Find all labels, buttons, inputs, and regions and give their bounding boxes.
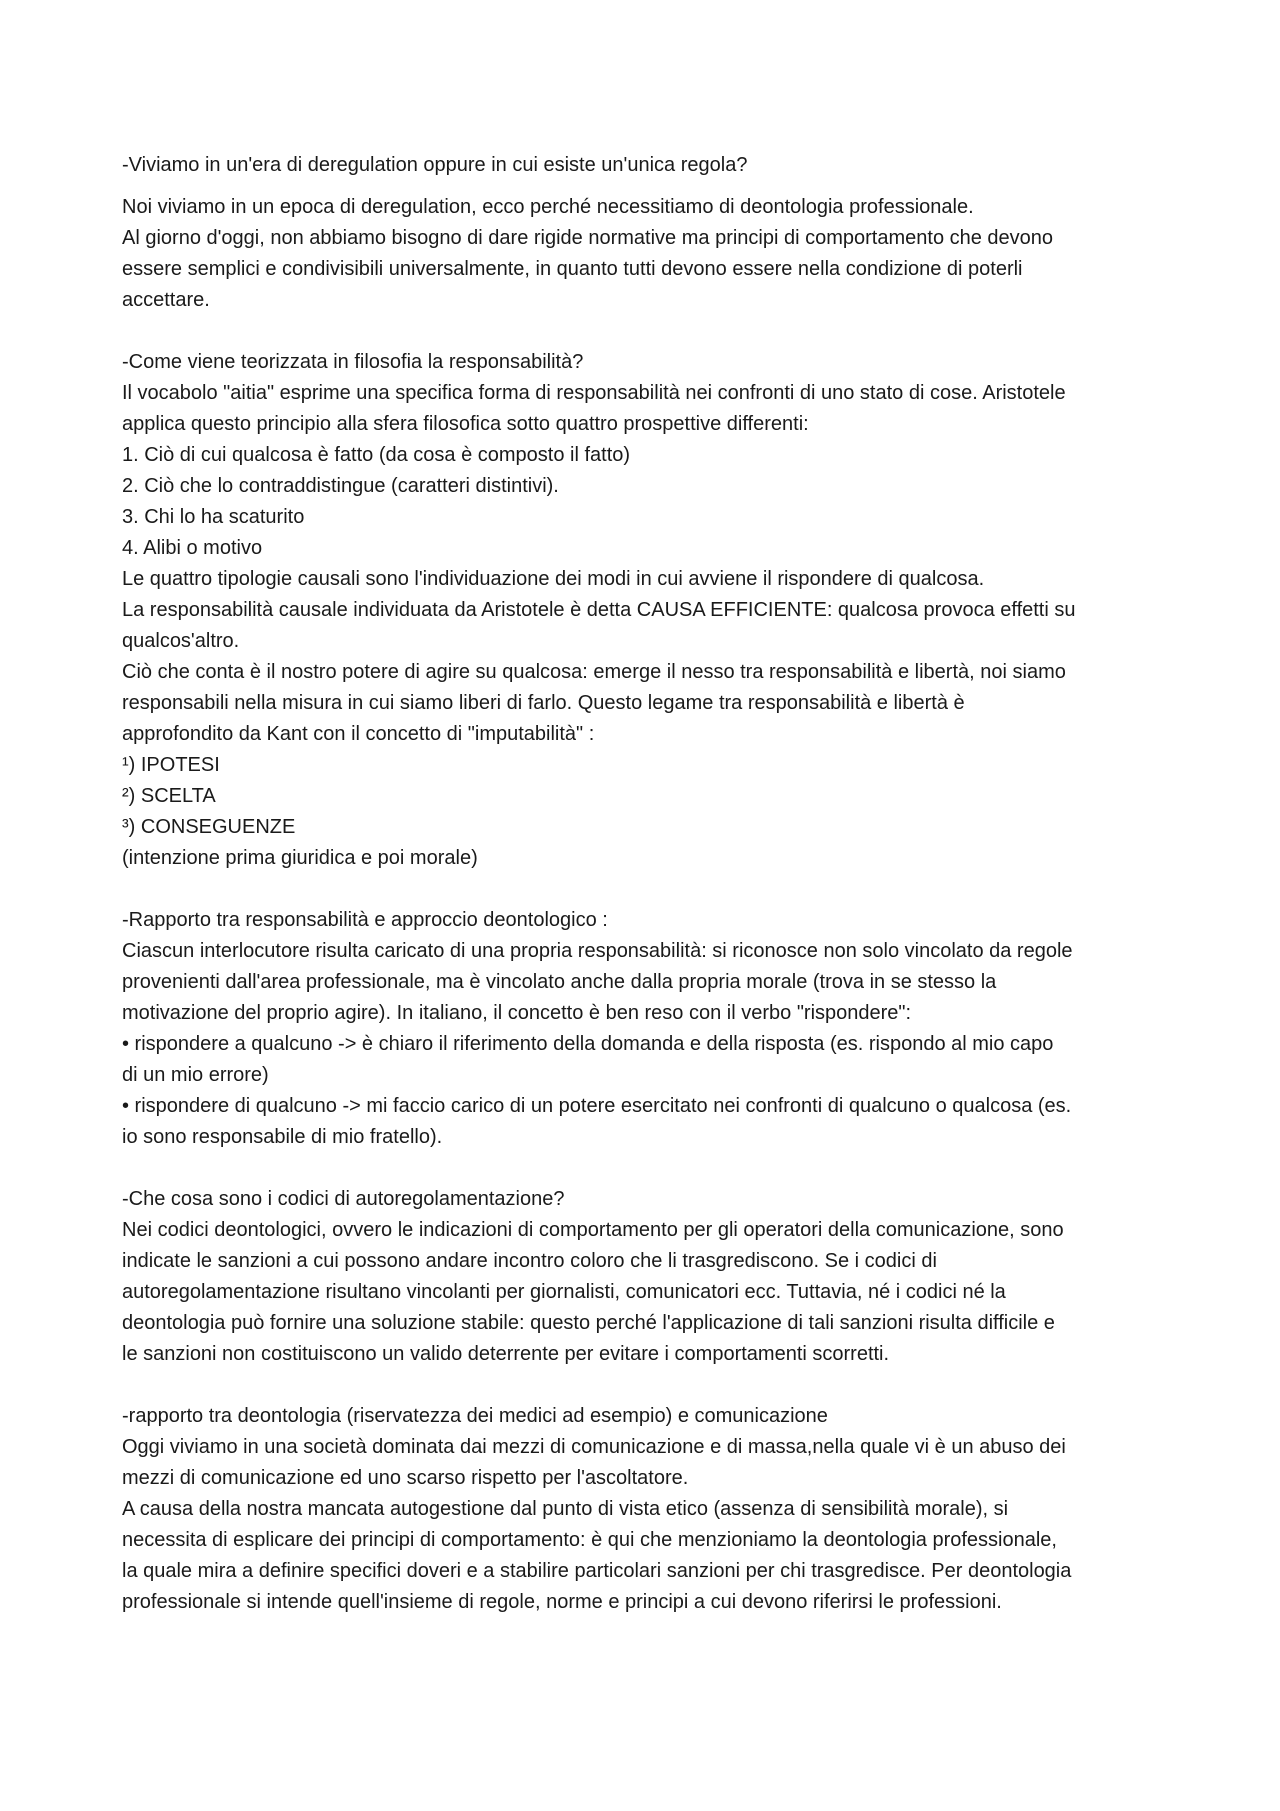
paragraph-line: le sanzioni non costituiscono un valido deterrente per evitare i comportamenti scorretti. — [122, 1343, 890, 1365]
section-gap — [122, 874, 1172, 905]
list-item: 1. Ciò di cui qualcosa è fatto (da cosa è composto il fatto) — [122, 444, 631, 466]
paragraph-line: provenienti dall'area professionale, ma è vincolato anche dalla propria morale (trova in se stesso la — [122, 971, 997, 993]
list-item: ¹) IPOTESI — [122, 754, 220, 776]
list-item: 4. Alibi o motivo — [122, 537, 263, 559]
document-page — [122, 150, 1172, 1618]
section-question: -Che cosa sono i codici di autoregolamentazione? — [122, 1188, 565, 1210]
section-question: -Come viene teorizzata in filosofia la responsabilità? — [122, 351, 584, 373]
section-gap — [122, 1153, 1172, 1184]
paragraph-line: motivazione del proprio agire). In italiano, il concetto è ben reso con il verbo "rispondere": — [122, 1002, 912, 1024]
paragraph-line: (intenzione prima giuridica e poi morale) — [122, 847, 478, 869]
paragraph-line: indicate le sanzioni a cui possono andare incontro coloro che li trasgrediscono. Se i codici di — [122, 1250, 937, 1272]
list-item: 2. Ciò che lo contraddistingue (caratteri distintivi). — [122, 475, 559, 497]
bullet-item: • rispondere di qualcuno -> mi faccio carico di un potere esercitato nei confronti di qualcuno o qualcosa (es. — [122, 1095, 1072, 1117]
paragraph-line: Al giorno d'oggi, non abbiamo bisogno di dare rigide normative ma principi di comportamento che devono — [122, 227, 1054, 249]
paragraph-line: necessita di esplicare dei principi di comportamento: è qui che menzioniamo la deontologia professionale, — [122, 1529, 1057, 1551]
paragraph-line: Ciò che conta è il nostro potere di agire su qualcosa: emerge il nesso tra responsabilità e libertà, noi siamo — [122, 661, 1066, 683]
paragraph-line: autoregolamentazione risultano vincolanti per giornalisti, comunicatori ecc. Tuttavia, né i codici né la — [122, 1281, 1006, 1303]
paragraph-line: Ciascun interlocutore risulta caricato di una propria responsabilità: si riconosce non solo vincolato da regole — [122, 940, 1073, 962]
paragraph-line: deontologia può fornire una soluzione stabile: questo perché l'applicazione di tali sanzioni risulta difficile e — [122, 1312, 1055, 1334]
paragraph-line: di un mio errore) — [122, 1064, 269, 1086]
paragraph-line: io sono responsabile di mio fratello). — [122, 1126, 443, 1148]
section-gap — [122, 316, 1172, 347]
section-deontologia-comunicazione — [122, 1401, 1172, 1618]
bullet-item: • rispondere a qualcuno -> è chiaro il riferimento della domanda e della risposta (es. rispondo al mio capo — [122, 1033, 1054, 1055]
paragraph-line: Oggi viviamo in una società dominata dai mezzi di comunicazione e di massa,nella quale vi è un abuso dei — [122, 1436, 1066, 1458]
paragraph-line: Le quattro tipologie causali sono l'individuazione dei modi in cui avviene il rispondere di qualcosa. — [122, 568, 985, 590]
paragraph-line: accettare. — [122, 289, 210, 311]
section-gap — [122, 1370, 1172, 1401]
paragraph-line: La responsabilità causale individuata da Aristotele è detta CAUSA EFFICIENTE: qualcosa provoca effetti su — [122, 599, 1076, 621]
paragraph-line: Noi viviamo in un epoca di deregulation, ecco perché necessitiamo di deontologia professionale. — [122, 196, 974, 218]
list-item: 3. Chi lo ha scaturito — [122, 506, 305, 528]
paragraph-line: qualcos'altro. — [122, 630, 240, 652]
paragraph-line: responsabili nella misura in cui siamo liberi di farlo. Questo legame tra responsabilità e libertà è — [122, 692, 965, 714]
list-item: ³) CONSEGUENZE — [122, 816, 296, 838]
section-responsabilita-filosofia — [122, 347, 1172, 874]
paragraph-line: approfondito da Kant con il concetto di "imputabilità" : — [122, 723, 595, 745]
section-codici-autoregolamentazione — [122, 1184, 1172, 1370]
section-question: -rapporto tra deontologia (riservatezza dei medici ad esempio) e comunicazione — [122, 1405, 828, 1427]
section-question: -Viviamo in un'era di deregulation oppure in cui esiste un'unica regola? — [122, 154, 748, 176]
section-approccio-deontologico — [122, 905, 1172, 1153]
section-question: -Rapporto tra responsabilità e approccio deontologico : — [122, 909, 608, 931]
paragraph-line: mezzi di comunicazione ed uno scarso rispetto per l'ascoltatore. — [122, 1467, 689, 1489]
section-deregulation — [122, 150, 1172, 316]
paragraph-line: professionale si intende quell'insieme di regole, norme e principi a cui devono riferirsi le professioni. — [122, 1591, 1002, 1613]
paragraph-line: applica questo principio alla sfera filosofica sotto quattro prospettive differenti: — [122, 413, 809, 435]
paragraph-line: essere semplici e condivisibili universalmente, in quanto tutti devono essere nella condizione di poterli — [122, 258, 1023, 280]
list-item: ²) SCELTA — [122, 785, 216, 807]
paragraph-line: Nei codici deontologici, ovvero le indicazioni di comportamento per gli operatori della comunicazione, sono — [122, 1219, 1064, 1241]
paragraph-line: la quale mira a definire specifici doveri e a stabilire particolari sanzioni per chi trasgredisce. Per deontologia — [122, 1560, 1072, 1582]
paragraph-line: A causa della nostra mancata autogestione dal punto di vista etico (assenza di sensibilità morale), si — [122, 1498, 1009, 1520]
paragraph-line: Il vocabolo "aitia" esprime una specifica forma di responsabilità nei confronti di uno stato di cose. Aristotele — [122, 382, 1066, 404]
